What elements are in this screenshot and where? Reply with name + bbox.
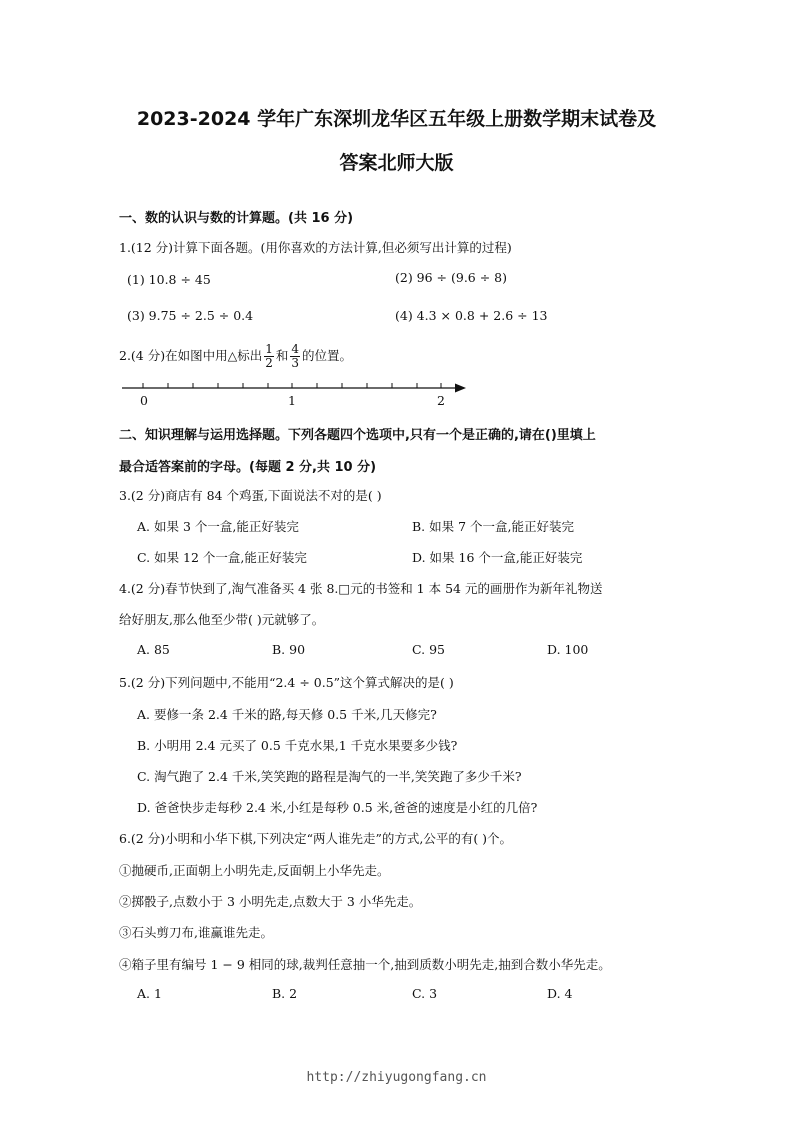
q4-line1: 4.(2 分)春节快到了,淘气准备买 4 张 8.□元的书签和 1 本 54 元的画册作为新年礼物送	[119, 581, 603, 596]
q5-option-c: C. 淘气跑了 2.4 千米,笑笑跑的路程是淘气的一半,笑笑跑了多少千米?	[137, 769, 522, 784]
fraction-one-half: $\frac{1}{2}$	[265, 342, 273, 370]
q6-option-d: D. 4	[547, 986, 573, 1001]
page-title-line2: 答案北师大版	[339, 152, 454, 174]
q1-item-3: (3) 9.75 ÷ 2.5 ÷ 0.4	[127, 308, 254, 323]
section2-heading-line2: 最合适答案前的字母。(每题 2 分,共 10 分)	[119, 460, 377, 475]
footer-url: http://zhiyugongfang.cn	[306, 1070, 487, 1085]
page-title-line1: 2023-2024 学年广东深圳龙华区五年级上册数学期末试卷及	[136, 108, 657, 130]
q3-option-a: A. 如果 3 个一盒,能正好装完	[137, 519, 299, 534]
q1-item-2: (2) 96 ÷ (9.6 ÷ 8)	[395, 270, 508, 285]
q3-option-c: C. 如果 12 个一盒,能正好装完	[137, 550, 307, 565]
q6-line-4: ④箱子里有编号 1 − 9 相同的球,裁判任意抽一个,抽到质数小明先走,抽到合数小华先走。	[119, 957, 611, 972]
q2-stem	[119, 338, 352, 374]
q4-line2: 给好朋友,那么他至少带( )元就够了。	[119, 612, 325, 627]
number-line-label-2: 2	[437, 393, 445, 408]
q6-line-2: ②掷骰子,点数小于 3 小明先走,点数大于 3 小华先走。	[119, 894, 422, 909]
q2-prefix: 2.(4 分)在如图中用△标出	[119, 348, 263, 363]
q5-option-a: A. 要修一条 2.4 千米的路,每天修 0.5 千米,几天修完?	[137, 707, 437, 722]
q3-stem: 3.(2 分)商店有 84 个鸡蛋,下面说法不对的是( )	[119, 488, 382, 503]
q6-stem: 6.(2 分)小明和小华下棋,下列决定“两人谁先走”的方式,公平的有( )个。	[119, 831, 513, 846]
fraction-four-thirds: $\frac{4}{3}$	[291, 342, 300, 370]
q5-option-b: B. 小明用 2.4 元买了 0.5 千克水果,1 千克水果要多少钱?	[137, 738, 458, 753]
number-line-label-0: 0	[140, 393, 148, 408]
q1-item-1: (1) 10.8 ÷ 45	[127, 272, 211, 287]
q4-option-d: D. 100	[547, 642, 589, 657]
q6-option-b: B. 2	[272, 986, 298, 1001]
q6-line-3: ③石头剪刀布,谁赢谁先走。	[119, 925, 273, 940]
q4-option-b: B. 90	[272, 642, 306, 657]
section1-heading: 一、数的认识与数的计算题。(共 16 分)	[119, 211, 354, 226]
q5-option-d: D. 爸爸快步走每秒 2.4 米,小红是每秒 0.5 米,爸爸的速度是小红的几倍?	[137, 800, 538, 815]
q1-stem: 1.(12 分)计算下面各题。(用你喜欢的方法计算,但必须写出计算的过程)	[119, 240, 512, 255]
q6-line-1: ①抛硬币,正面朝上小明先走,反面朝上小华先走。	[119, 863, 390, 878]
section2-heading-line1: 二、知识理解与运用选择题。下列各题四个选项中,只有一个是正确的,请在()里填上	[119, 428, 596, 443]
q5-stem: 5.(2 分)下列问题中,不能用“2.4 ÷ 0.5”这个算式解决的是( )	[119, 675, 454, 690]
q6-option-c: C. 3	[412, 986, 438, 1001]
q4-option-a: A. 85	[137, 642, 170, 657]
number-line-arrow-icon	[455, 384, 466, 393]
number-line-label-1: 1	[288, 393, 296, 408]
q1-item-4: (4) 4.3 × 0.8 + 2.6 ÷ 13	[395, 308, 548, 323]
q2-suffix: 的位置。	[302, 348, 353, 363]
q4-option-c: C. 95	[412, 642, 445, 657]
q6-option-a: A. 1	[137, 986, 162, 1001]
q3-option-b: B. 如果 7 个一盒,能正好装完	[412, 519, 575, 534]
q3-option-d: D. 如果 16 个一盒,能正好装完	[412, 550, 583, 565]
q2-mid: 和	[275, 348, 289, 363]
